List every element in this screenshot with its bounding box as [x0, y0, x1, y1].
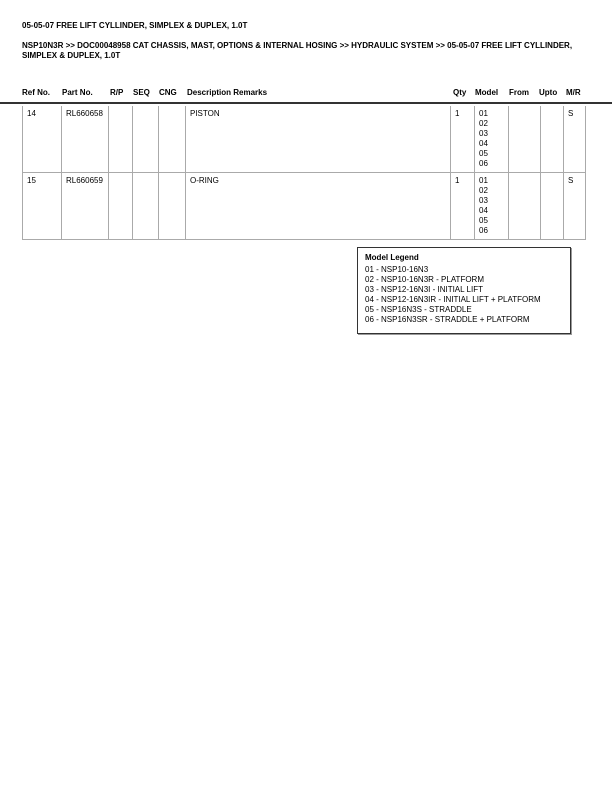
model-code: 05 — [479, 216, 488, 225]
cell-upto — [541, 173, 564, 240]
model-code: 06 — [479, 159, 488, 168]
cell-cng — [159, 173, 186, 240]
cell-seq — [133, 173, 159, 240]
model-code: 01 — [479, 176, 488, 185]
table-row — [23, 106, 586, 173]
model-code: 02 — [479, 119, 488, 128]
cell-part: RL660658 — [62, 106, 109, 173]
header-model: Model — [475, 88, 499, 97]
cell-ref: 15 — [23, 173, 62, 240]
legend-item: 05 - NSP16N3S - STRADDLE — [365, 305, 472, 314]
model-code: 03 — [479, 196, 488, 205]
header-qty: Qty — [453, 88, 467, 97]
cell-desc: O-RING — [186, 173, 451, 240]
cell-models — [475, 106, 509, 173]
page-title: 05-05-07 FREE LIFT CYLLINDER, SIMPLEX & DUPLEX, 1.0T — [22, 21, 248, 30]
model-code: 04 — [479, 139, 488, 148]
cell-mr: S — [564, 106, 586, 173]
header-cng: CNG — [159, 88, 177, 97]
header-seq: SEQ — [133, 88, 150, 97]
model-code: 06 — [479, 226, 488, 235]
header-desc: Description Remarks — [187, 88, 268, 97]
legend-item: 02 - NSP10-16N3R - PLATFORM — [365, 275, 484, 284]
cell-ref: 14 — [23, 106, 62, 173]
cell-from — [509, 173, 541, 240]
cell-cng — [159, 106, 186, 173]
parts-table — [22, 106, 586, 240]
model-code: 03 — [479, 129, 488, 138]
cell-desc: PISTON — [186, 106, 451, 173]
cell-seq — [133, 106, 159, 173]
cell-rp — [109, 106, 133, 173]
model-code: 01 — [479, 109, 488, 118]
cell-from — [509, 106, 541, 173]
model-code: 04 — [479, 206, 488, 215]
header-ref: Ref No. — [22, 88, 50, 97]
header-part: Part No. — [62, 88, 93, 97]
cell-upto — [541, 106, 564, 173]
header-rp: R/P — [110, 88, 124, 97]
cell-qty: 1 — [451, 106, 475, 173]
header-upto: Upto — [539, 88, 558, 97]
header-divider — [0, 102, 612, 104]
model-code: 05 — [479, 149, 488, 158]
model-code: 02 — [479, 186, 488, 195]
header-mr: M/R — [566, 88, 581, 97]
model-legend — [357, 247, 571, 334]
legend-item: 06 - NSP16N3SR - STRADDLE + PLATFORM — [365, 315, 530, 324]
legend-item: 03 - NSP12-16N3I - INITIAL LIFT — [365, 285, 483, 294]
table-row — [23, 173, 586, 240]
cell-mr: S — [564, 173, 586, 240]
legend-item: 01 - NSP10-16N3 — [365, 265, 429, 274]
legend-title: Model Legend — [365, 253, 419, 262]
cell-rp — [109, 173, 133, 240]
cell-part: RL660659 — [62, 173, 109, 240]
legend-item: 04 - NSP12-16N3IR - INITIAL LIFT + PLATFORM — [365, 295, 541, 304]
breadcrumb: NSP10N3R >> DOC00048958 CAT CHASSIS, MAST, OPTIONS & INTERNAL HOSING >> HYDRAULIC SYSTEM >> 05-05-07 FREE LIFT CYLLINDER, SIMPLEX & DUPLEX, 1.0T — [22, 41, 573, 60]
cell-models — [475, 173, 509, 240]
cell-qty: 1 — [451, 173, 475, 240]
header-from: From — [509, 88, 529, 97]
